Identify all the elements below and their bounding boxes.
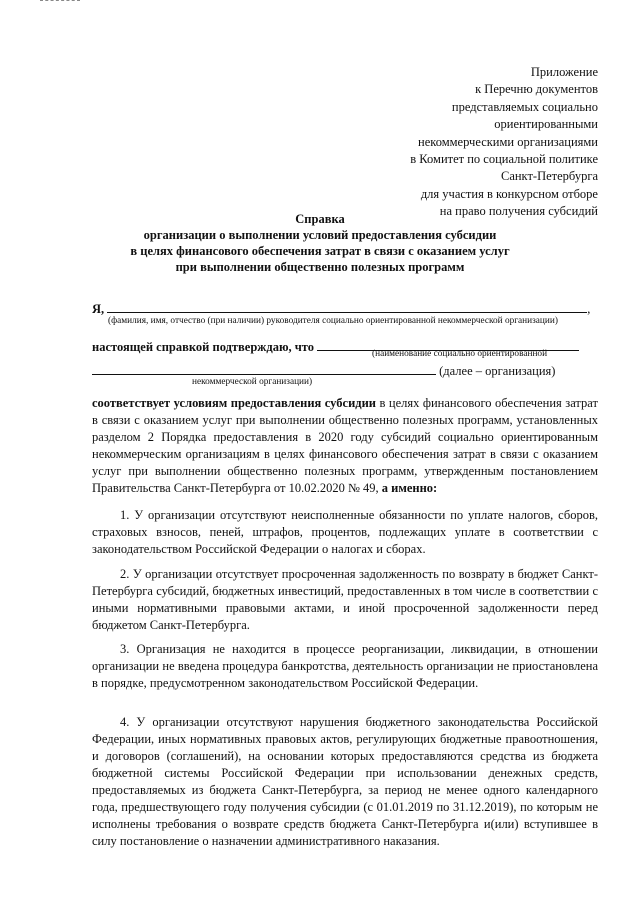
- appendix-line: на право получения субсидий: [439, 204, 598, 219]
- condition-item-4: 4. У организации отсутствуют нарушения бюджетного законодательства Российской Федерации, иных нормативных правовых актов, регулирующих бюджетные правоотношения, и договоров (соглашений), на основании которых предоставляются средства из бюджета бюджетной системы Российской Федерации при использовании денежных средств, предоставляемых из бюджета Санкт-Петербурга, за период не менее одного календарного года, предшествующего году получения субсидии (с 01.01.2019 по 31.12.2019), по которым не исполнены требования о возврате средств бюджета Санкт-Петербурга и(или) вступившее в силу постановление о назначении административного наказания.: [92, 715, 598, 848]
- scan-mark: [40, 0, 80, 3]
- document-title: [80, 211, 560, 275]
- appendix-line: представляемых социально: [451, 99, 598, 114]
- confirm-caption-2: некоммерческой организации): [192, 377, 313, 387]
- title-line: в целях финансового обеспечения затрат в связи с оказанием услуг: [130, 244, 510, 258]
- appendix-line: Приложение: [530, 65, 598, 79]
- appendix-note: [338, 64, 598, 221]
- declarant-row: [92, 300, 597, 317]
- intro-bold-end: а именно:: [381, 480, 438, 495]
- organization-name-field-2[interactable]: [92, 362, 436, 375]
- appendix-line: в Комитет по социальной политике: [410, 152, 598, 167]
- intro-bold-start: соответствует условиям предоставления субсидии: [92, 396, 376, 410]
- confirm-caption-1: (наименование социально ориентированной: [372, 349, 548, 359]
- declarant-caption: (фамилия, имя, отчество (при наличии) руководителя социально ориентированной некоммерческой организации): [108, 316, 558, 326]
- declarant-suffix: ,: [587, 302, 591, 316]
- confirm-row-2: [92, 362, 597, 379]
- intro-paragraph: [92, 395, 598, 496]
- condition-item-2: 2. У организации отсутствует просроченная задолженность по возврату в бюджет Санкт-Петербурга субсидий, бюджетных инвестиций, предоставленных в том числе в соответствии с иными нормативными правовыми актами, и иной просроченной задолженности перед бюджетом Санкт-Петербурга.: [92, 567, 598, 632]
- declarant-prefix: Я,: [92, 302, 105, 316]
- confirm-after-line: (далее – организация): [439, 364, 556, 378]
- title-main: Справка: [295, 212, 345, 226]
- condition-item-3: 3. Организация не находится в процессе реорганизации, ликвидации, в отношении организации не введена процедура банкротства, деятельность организации не приостановлена в порядке, предусмотренном законодательством Российской Федерации.: [92, 642, 598, 690]
- condition-item-1: 1. У организации отсутствуют неисполненные обязанности по уплате налогов, сборов, страховых взносов, пеней, штрафов, процентов, подлежащих уплате в соответствии с законодательством Российской Федерации о налогах и сборах.: [92, 508, 598, 556]
- appendix-line: к Перечню документов: [475, 82, 598, 97]
- confirm-label: настоящей справкой подтверждаю, что: [92, 340, 315, 354]
- appendix-line: для участия в конкурсном отборе: [420, 186, 598, 201]
- title-line: организации о выполнении условий предоставления субсидии: [143, 228, 497, 242]
- appendix-line: некоммерческими организациями: [418, 134, 598, 149]
- title-line: при выполнении общественно полезных программ: [175, 260, 465, 274]
- appendix-line: ориентированными: [494, 117, 598, 132]
- intro-text: в целях финансового обеспечения затрат в связи с оказанием услуг при выполнении общественно полезных программ, установленных разделом 2 Порядка предоставления в 2020 году субсидий социально ориентированным некоммерческим организациям в целях финансового обеспечения затрат в связи с оказанием услуг при выполнении общественно полезных программ, утвержденным постановлением Правительства Санкт-Петербурга от 10.02.2020 № 49,: [92, 396, 598, 495]
- declarant-name-field[interactable]: [107, 300, 587, 313]
- appendix-line: Санкт-Петербурга: [500, 169, 598, 184]
